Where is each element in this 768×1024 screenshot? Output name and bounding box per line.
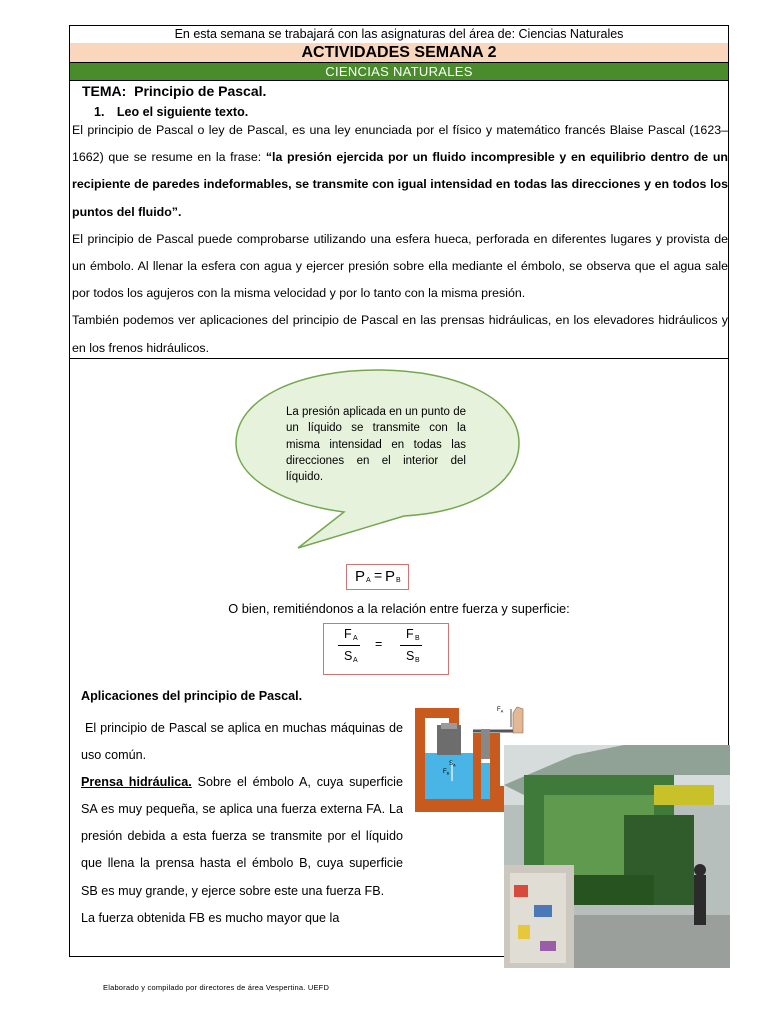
small-piston (481, 729, 490, 759)
pressure-a-subscript: A (366, 577, 371, 584)
press-text: Sobre el émbolo A, cuya superficie SA es muy pequeña, se aplica una fuerza externa FA. La presión debida a esta fuerza se transmite por el líquido que llena la prensa hasta el émbolo B, cuya superficie SB es muy grande, y ejerce sobre este una fuerza FB. (81, 775, 403, 898)
pressure-a-symbol: P (355, 568, 366, 585)
pressure-b-subscript: B (396, 577, 401, 584)
force-surface-equation (323, 623, 449, 675)
reading-text (72, 117, 728, 362)
pascal-intro: El principio de Pascal o ley de Pascal, es una ley enunciada por el físico y matemático francés Blaise Pascal (1623–1662) que se resume en la frase: (72, 123, 728, 165)
pascal-quote: “la presión ejercida por un fluido incompresible y en equilibrio dentro de un recipiente de paredes indeformables, se transmite con igual intensidad en todas las direcciones y en todos los puntos del fluido”. (72, 150, 728, 219)
bubble-text: La presión aplicada en un punto de un líquido se transmite con la misma intensidad en todas las direcciones en el interior del líquido. (286, 406, 466, 484)
force-a-subscript: A (353, 635, 358, 642)
instruction-number: 1. (94, 105, 105, 119)
surface-a-subscript: A (353, 657, 358, 664)
topic-label: TEMA: (82, 83, 127, 99)
footer-credit: Elaborado y compilado por directores de área Vespertina. UEFD (103, 983, 330, 992)
topic-title: Principio de Pascal. (134, 83, 267, 99)
worksheet-frame (69, 25, 729, 957)
applications-text (81, 715, 403, 932)
pressure-b-symbol: P (385, 568, 396, 585)
reading-paragraph-1 (72, 117, 728, 226)
pressure-equals: = (374, 567, 383, 583)
press-label: Prensa hidráulica. (81, 775, 192, 790)
force-b-subscript: B (415, 635, 420, 642)
relation-caption: O bien, remitiéndonos a la relación entre fuerza y superficie: (228, 601, 570, 616)
surface-b-symbol: S (406, 649, 415, 663)
applications-last-line: La fuerza obtenida FB es mucho mayor que la (81, 910, 340, 925)
intro-banner: En esta semana se trabajará con las asignaturas del área de: Ciencias Naturales (70, 26, 728, 44)
section-divider (70, 358, 728, 359)
reading-paragraph-2: El principio de Pascal puede comprobarse utilizando una esfera hueca, perforada en diferentes lugares y provista de un émbolo. Al llenar la esfera con agua y ejercer presión sobre ella mediante el émbolo, se observa que el agua sale por todos los agujeros con la misma velocidad y por lo tanto con la misma presión. (72, 231, 728, 301)
diagram-sa-label: $S_A$ (449, 761, 456, 768)
hand-icon (513, 707, 523, 733)
activities-title: ACTIVIDADES SEMANA 2 (70, 43, 728, 63)
topic-heading (82, 83, 266, 99)
pressure-equation (346, 564, 409, 590)
force-b-symbol: F (406, 627, 414, 641)
surface-a-symbol: S (344, 649, 353, 663)
diagram-fb-label: $F_B$ (443, 769, 450, 776)
instruction-text: Leo el siguiente texto. (116, 105, 249, 119)
subject-banner: CIENCIAS NATURALES (70, 63, 728, 81)
piston-cap (441, 723, 457, 729)
fraction-bar-b (400, 645, 422, 646)
relation-equals: = (375, 637, 383, 651)
large-piston (437, 725, 461, 755)
applications-intro: El principio de Pascal se aplica en muchas máquinas de uso común. (81, 721, 403, 763)
force-a-symbol: F (344, 627, 352, 641)
applications-title: Aplicaciones del principio de Pascal. (81, 689, 303, 703)
liquid-chamber (425, 753, 473, 799)
diagram-fa-label: $F_A$ (497, 707, 504, 714)
reading-paragraph-3: También podemos ver aplicaciones del principio de Pascal en las prensas hidráulicas, en los elevadores hidráulicos y en los frenos hidráulicos. (72, 313, 728, 355)
hydraulic-press-photo (504, 745, 730, 968)
liquid-channel (481, 763, 490, 799)
surface-b-subscript: B (415, 657, 420, 664)
fraction-bar-a (338, 645, 360, 646)
press-description (81, 769, 403, 904)
